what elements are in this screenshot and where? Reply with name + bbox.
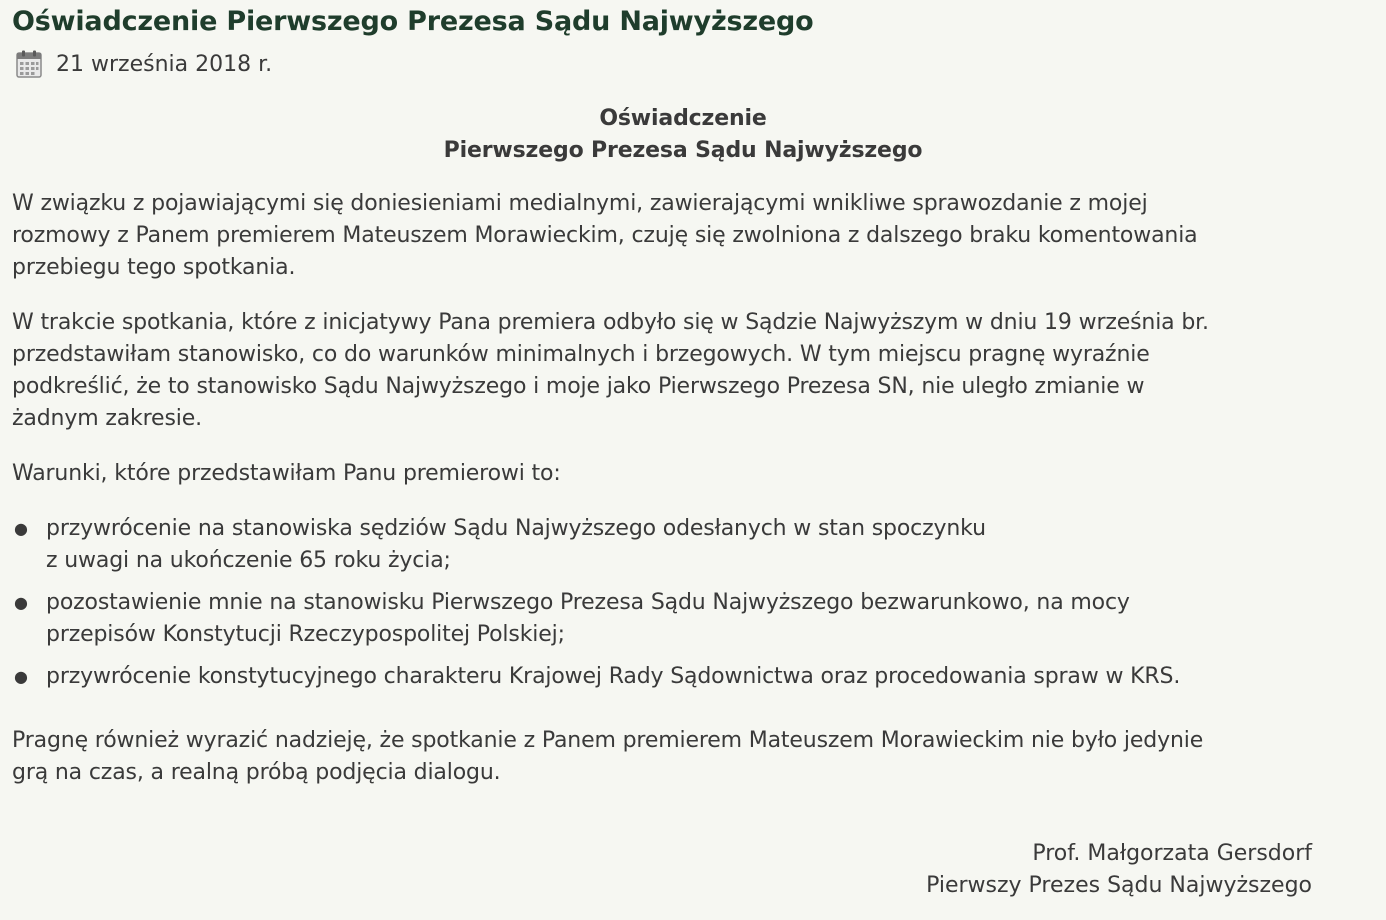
paragraph-4-line-2: grą na czas, a realną próbą podjęcia dialogu.: [12, 760, 501, 785]
paragraph-2: [12, 307, 1374, 435]
calendar-icon: [16, 50, 42, 78]
paragraph-1: [12, 188, 1374, 284]
list-item-line-1: pozostawienie mnie na stanowisku Pierwszego Prezesa Sądu Najwyższego bezwarunkowo, na mocy: [46, 590, 1130, 615]
paragraph-1-line-2: rozmowy z Panem premierem Mateuszem Morawieckim, czuję się zwolniona z dalszego braku komentowania: [12, 223, 1198, 248]
paragraph-1-line-3: przebiegu tego spotkania.: [12, 255, 296, 280]
article-date-row: [12, 42, 1374, 86]
statement-heading-line2: Pierwszego Prezesa Sądu Najwyższego: [443, 138, 923, 163]
article-date: 21 września 2018 r.: [56, 51, 273, 77]
paragraph-4: [12, 725, 1374, 789]
paragraph-2-line-1: W trakcie spotkania, które z inicjatywy Pana premiera odbyło się w Sądzie Najwyższym w dniu 19 września br.: [12, 310, 1209, 335]
paragraph-2-line-2: przedstawiłam stanowisko, co do warunków minimalnych i brzegowych. W tym miejscu pragnę wyraźnie: [12, 342, 1150, 367]
article-title: Oświadczenie Pierwszego Prezesa Sądu Najwyższego: [12, 6, 814, 37]
bullet-dot: ●: [14, 667, 28, 686]
list-item-line-1: przywrócenie konstytucyjnego charakteru Krajowej Rady Sądownictwa oraz procedowania spraw w KRS.: [46, 664, 1181, 689]
signature-name: Prof. Małgorzata Gersdorf: [1032, 841, 1312, 866]
list-item: [12, 661, 1374, 693]
statement-heading-line1: Oświadczenie: [599, 106, 767, 131]
list-item-line-2: z uwagi na ukończenie 65 roku życia;: [46, 548, 451, 573]
signature-block: [926, 838, 1312, 902]
article-body: [12, 103, 1374, 789]
statement-heading: [12, 103, 1374, 167]
signature-role: Pierwszy Prezes Sądu Najwyższego: [926, 873, 1312, 898]
conditions-list: [12, 513, 1374, 693]
list-item-line-1: przywrócenie na stanowiska sędziów Sądu Najwyższego odesłanych w stan spoczynku: [46, 516, 986, 541]
paragraph-2-line-3: podkreślić, że to stanowisko Sądu Najwyższego i moje jako Pierwszego Prezesa SN, nie uległo zmianie w: [12, 374, 1145, 399]
list-item-line-2: przepisów Konstytucji Rzeczypospolitej Polskiej;: [46, 622, 565, 647]
paragraph-3: Warunki, które przedstawiłam Panu premierowi to:: [12, 461, 561, 486]
paragraph-2-line-4: żadnym zakresie.: [12, 406, 202, 431]
list-item: [12, 513, 1374, 577]
paragraph-1-line-1: W związku z pojawiającymi się doniesieniami medialnymi, zawierającymi wnikliwe sprawozdanie z mojej: [12, 191, 1148, 216]
bullet-dot: ●: [14, 519, 28, 538]
list-item: [12, 587, 1374, 651]
paragraph-4-line-1: Pragnę również wyrazić nadzieję, że spotkanie z Panem premierem Mateuszem Morawieckim nie było jedynie: [12, 728, 1204, 753]
bullet-dot: ●: [14, 593, 28, 612]
